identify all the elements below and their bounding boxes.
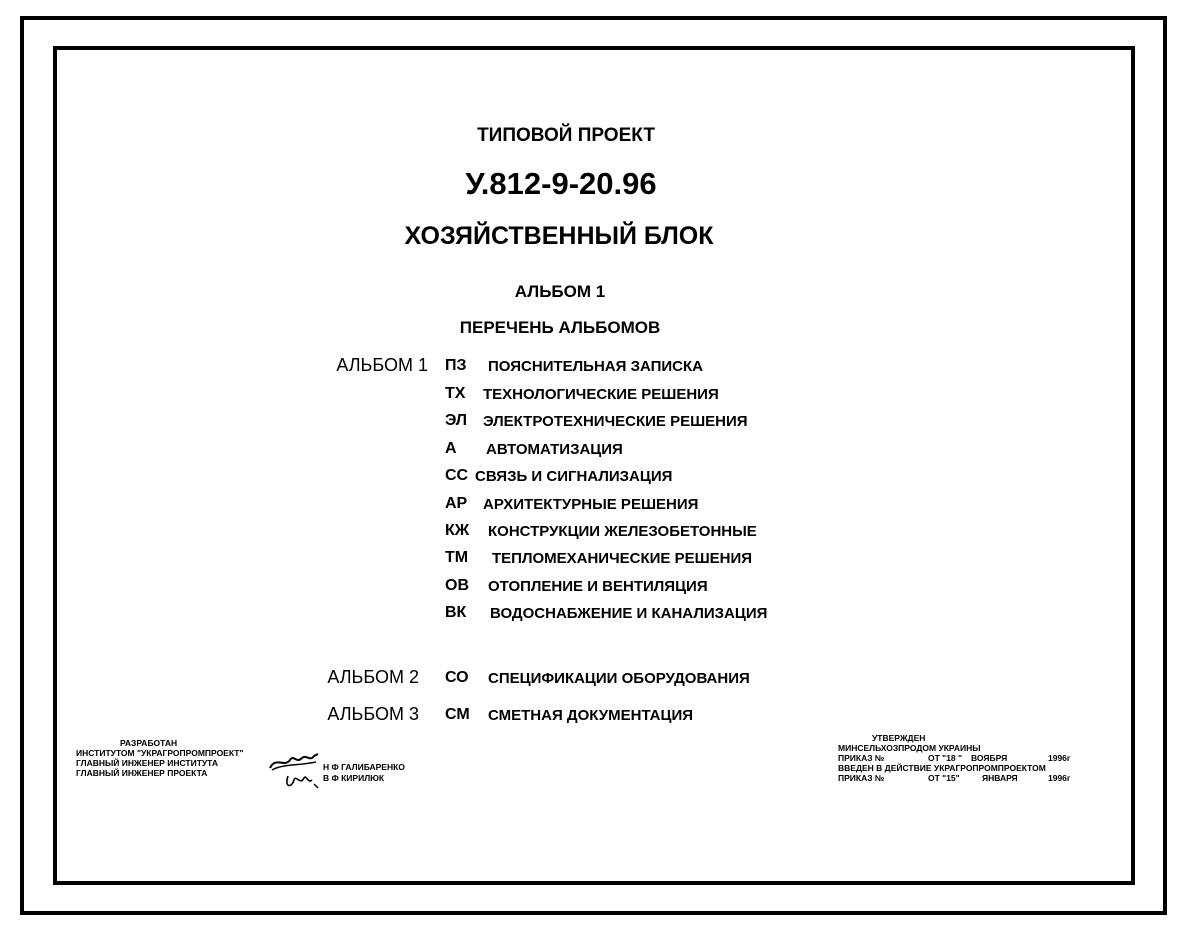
album-3-item-code: СМ xyxy=(445,706,470,723)
order-1-month: ВОЯБРЯ xyxy=(971,753,1008,763)
developed-heading: РАЗРАБОТАН xyxy=(120,738,178,748)
album-3-item-title: СМЕТНАЯ ДОКУМЕНТАЦИЯ xyxy=(488,707,694,724)
album-1-item-title: ТЕПЛОМЕХАНИЧЕСКИЕ РЕШЕНИЯ xyxy=(492,550,753,567)
project-name: ХОЗЯЙСТВЕННЫЙ БЛОК xyxy=(404,222,714,250)
approved-org: МИНСЕЛЬХОЗПРОДОМ УКРАИНЫ xyxy=(838,743,981,753)
album-1-item-code: СС xyxy=(445,467,469,484)
chief-engineer-institute-name: Н Ф ГАЛИБАРЕНКО xyxy=(323,762,405,772)
album-1-item-title: ВОДОСНАБЖЕНИЕ И КАНАЛИЗАЦИЯ xyxy=(490,605,768,622)
album-number: АЛЬБОМ 1 xyxy=(514,282,606,301)
album-1-item-title: АВТОМАТИЗАЦИЯ xyxy=(486,441,623,458)
album-1-item-title: АРХИТЕКТУРНЫЕ РЕШЕНИЯ xyxy=(483,496,699,513)
chief-engineer-project-role: ГЛАВНЫЙ ИНЖЕНЕР ПРОЕКТА xyxy=(76,768,208,778)
album-1-item-title: ОТОПЛЕНИЕ И ВЕНТИЛЯЦИЯ xyxy=(488,578,708,595)
album-2-label: АЛЬБОМ 2 xyxy=(327,667,419,687)
album-1-item-code: ТХ xyxy=(445,385,466,402)
project-code: У.812-9-20.96 xyxy=(465,166,657,201)
signatures xyxy=(266,748,322,792)
enacted-text: ВВЕДЕН В ДЕЙСТВИЕ УКРАГРОПРОМПРОЕКТОМ xyxy=(838,763,1046,773)
album-1-item-code: КЖ xyxy=(445,522,470,539)
order-2-date: ОТ "15" xyxy=(928,773,960,783)
order-1-year: 1996г xyxy=(1048,753,1071,763)
album-1-item-title: СВЯЗЬ И СИГНАЛИЗАЦИЯ xyxy=(475,468,673,485)
order-2-label: ПРИКАЗ № xyxy=(838,773,885,783)
approved-heading: УТВЕРЖДЕН xyxy=(872,733,926,743)
album-3-label: АЛЬБОМ 3 xyxy=(327,704,419,724)
order-2-month: ЯНВАРЯ xyxy=(982,773,1018,783)
album-1-item-code: ПЗ xyxy=(445,357,467,374)
album-1-item-title: ПОЯСНИТЕЛЬНАЯ ЗАПИСКА xyxy=(488,358,703,375)
chief-engineer-project-name: В Ф КИРИЛЮК xyxy=(323,773,385,783)
album-list-title: ПЕРЕЧЕНЬ АЛЬБОМОВ xyxy=(459,318,661,337)
album-2-item-title: СПЕЦИФИКАЦИИ ОБОРУДОВАНИЯ xyxy=(488,670,750,687)
album-1-item-code: ОВ xyxy=(445,577,469,594)
album-1-item-title: КОНСТРУКЦИИ ЖЕЛЕЗОБЕТОННЫЕ xyxy=(488,523,757,540)
album-1-item-title: ЭЛЕКТРОТЕХНИЧЕСКИЕ РЕШЕНИЯ xyxy=(483,413,748,430)
album-1-item-title: ТЕХНОЛОГИЧЕСКИЕ РЕШЕНИЯ xyxy=(483,386,719,403)
album-1-item-code: АР xyxy=(445,495,468,512)
album-1-item-code: ТМ xyxy=(445,549,469,566)
album-1-label: АЛЬБОМ 1 xyxy=(336,355,428,375)
album-1-item-code: ВК xyxy=(445,604,467,621)
chief-engineer-institute-role: ГЛАВНЫЙ ИНЖЕНЕР ИНСТИТУТА xyxy=(76,758,218,768)
developed-org: ИНСТИТУТОМ "УКРАГРОПРОМПРОЕКТ" xyxy=(76,748,244,758)
order-2-year: 1996г xyxy=(1048,773,1071,783)
album-1-item-code: А xyxy=(445,440,457,457)
order-1-date: ОТ "18 " xyxy=(928,753,963,763)
project-type: ТИПОВОЙ ПРОЕКТ xyxy=(477,125,655,146)
album-2-item-code: СО xyxy=(445,669,469,686)
album-1-item-code: ЭЛ xyxy=(445,412,467,429)
order-1-label: ПРИКАЗ № xyxy=(838,753,885,763)
